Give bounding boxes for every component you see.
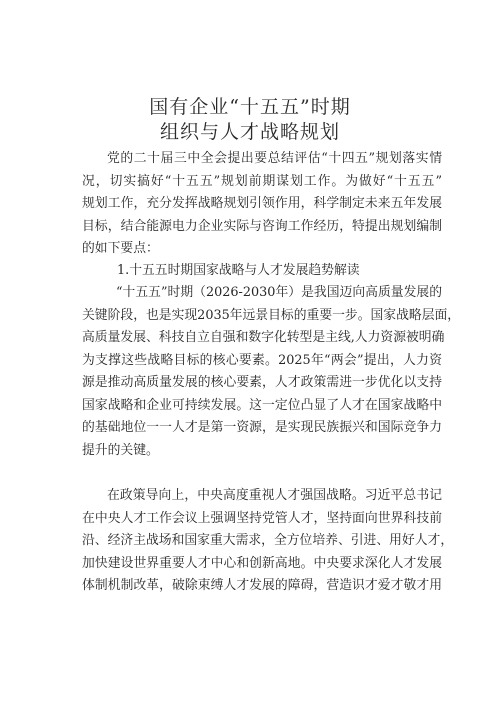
- paragraph-line: 规划工作，充分发挥战略规划引领作用，科学制定未来五年发展: [82, 196, 442, 211]
- paragraph-line: 在中央人才工作会议上强调坚持党管人才，坚持面向世界科技前: [82, 510, 442, 526]
- paragraph-line: 高质量发展、科技自立自强和数字化转型是主线,人力资源被明确: [82, 330, 445, 345]
- paragraph-line: 源是推动高质量发展的核心要素，人才政策需进一步优化以支持: [82, 375, 442, 390]
- paragraph-line: 体制机制改革，破除束缚人才发展的障碍，营造识才爱才敬才用: [82, 578, 442, 593]
- paragraph-line: 沿、经济主战场和国家重大需求，全方位培养、引进、用好人才，: [82, 533, 454, 548]
- paragraph-line: 在政策导向上，中央高度重视人才强国战略。习近平总书记: [107, 488, 442, 503]
- paragraph-line: 加快建设世界重要人才中心和创新高地。中央要求深化人才发展: [82, 555, 442, 571]
- paragraph-line: 的如下要点：: [82, 241, 159, 256]
- paragraph-line: 目标，结合能源电力企业实际与咨询工作经历，特提出规划编制: [82, 218, 442, 234]
- paragraph-line: 的基础地位一一人才是第一资源，是实现民族振兴和国际竞争力: [82, 420, 442, 435]
- paragraph-line: 为支撑这些战略目标的核心要素。2025年“两会”提出，人力资: [82, 352, 442, 368]
- paragraph-trends: [82, 282, 461, 462]
- paragraph-line: “十五五”时期（2026-2030年）是我国迈向高质量发展的: [116, 285, 442, 300]
- document-title-line-1: 国有企业“十五五”时期: [149, 96, 351, 118]
- paragraph-line: 国家战略和企业可持续发展。这一定位凸显了人才在国家战略中: [82, 397, 442, 413]
- paragraph-line: 关键阶段，也是实现2035年远景目标的重要一步。国家战略层面，: [82, 307, 461, 323]
- paragraph-line: 提升的关键。: [82, 442, 159, 458]
- paragraph-policy: [82, 485, 454, 598]
- document-title-line-2: 组织与人才战略规划: [159, 121, 340, 143]
- paragraph-line: 党的二十届三中全会提出要总结评估“十四五”规划落实情: [107, 151, 442, 166]
- paragraph-intro: [82, 148, 442, 261]
- section-heading-1: 1.十五五时期国家战略与人才发展趋势解读: [117, 263, 360, 278]
- paragraph-line: 况，切实搞好“十五五”规划前期谋划工作。为做好“十五五”: [82, 173, 442, 189]
